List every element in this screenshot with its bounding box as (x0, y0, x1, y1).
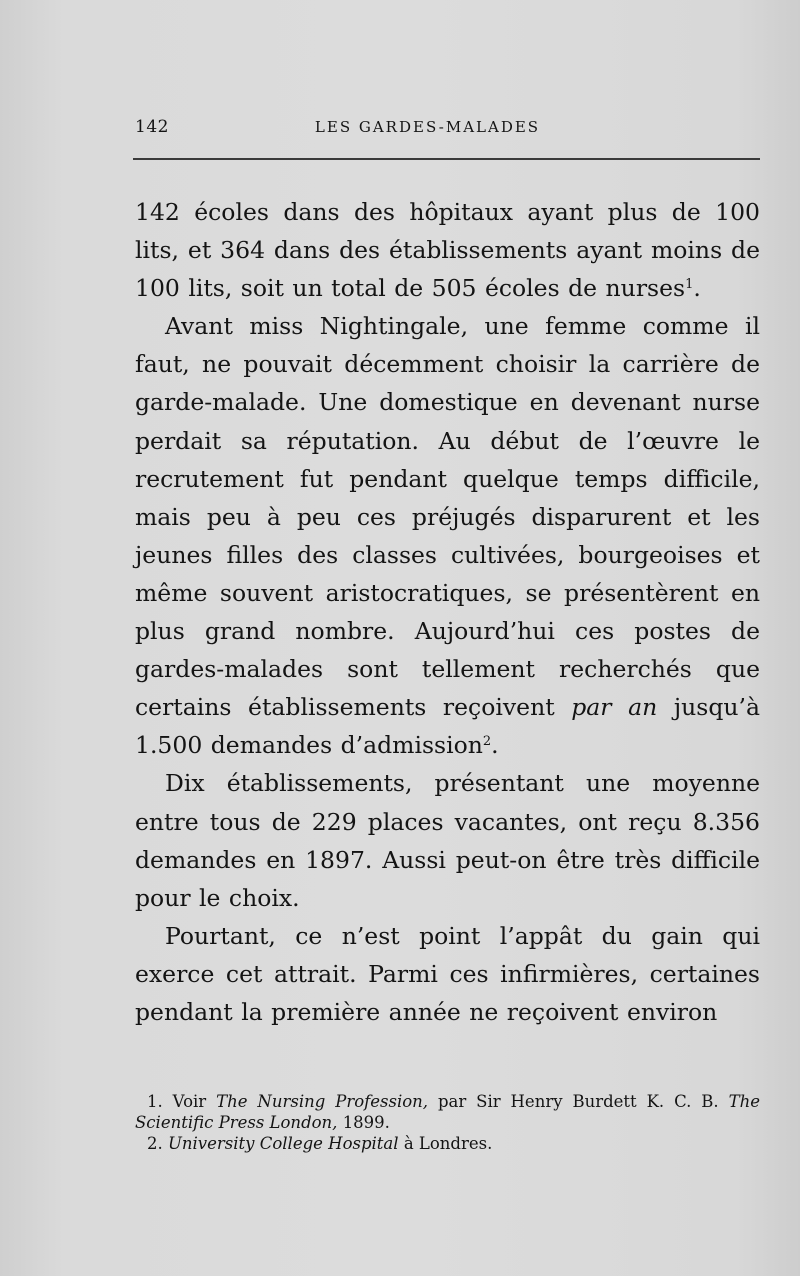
body-text (135, 193, 760, 1031)
paragraph-3-text: Dix établissements, présentant une moyenne entre tous de 229 places vacantes, ont reçu 8.356 demandes en 1897. Aussi peut-on être très difficile pour le choix. (135, 769, 760, 912)
page-header (135, 117, 760, 141)
paragraph-2-end: . (491, 731, 499, 760)
running-title: LES GARDES-MALADES (314, 118, 541, 136)
footnote-1 (135, 1091, 760, 1133)
footnote-1-number: 1. (147, 1092, 163, 1111)
footnote-1-year: 1899. (342, 1113, 390, 1132)
paragraph-3 (135, 764, 760, 916)
footnote-1-title: The Nursing Profession, (216, 1092, 429, 1111)
header-rule (133, 158, 760, 160)
page-number: 142 (135, 117, 169, 137)
footnote-1-lead: Voir (172, 1092, 207, 1111)
paragraph-4 (135, 917, 760, 1031)
paragraph-1 (135, 193, 760, 307)
footnote-2-number: 2. (147, 1134, 163, 1153)
footnote-2-rest: à Londres. (403, 1134, 493, 1153)
footnote-1-middle: par Sir Henry Burdett K. C. B. (437, 1092, 719, 1111)
footnote-2-institution: University College Hospital (168, 1134, 399, 1153)
paragraph-2 (135, 307, 760, 764)
paragraph-4-text: Pourtant, ce n’est point l’appât du gain qui exerce cet attrait. Parmi ces infirmières, certaines pendant la première année ne reçoivent environ (135, 921, 760, 1026)
paragraph-1-end: . (693, 274, 701, 303)
paragraph-2-text: Avant miss Nightingale, une femme comme il faut, ne pouvait décemment choisir la carrière de garde-malade. Une domestique en devenant nurse perdait sa réputation. Au début de l’œuvre le recrutement fut pendant quelque temps difficile, mais peu à peu ces préjugés disparurent et les jeunes filles des classes cultivées, bourgeoises et même souvent aristocratiques, se présentèrent en plus grand nombre. Aujourd’hui ces postes de gardes-malades sont tellement recherchés que certains établissements reçoivent (135, 312, 760, 722)
footnote-ref-1: 1 (685, 277, 694, 293)
paragraph-2-italic: par an (571, 693, 658, 722)
footnote-2 (135, 1133, 760, 1154)
footnote-ref-2: 2 (482, 734, 492, 750)
paragraph-1-text: 142 écoles dans des hôpitaux ayant plus de 100 lits, et 364 dans des établissements ayant moins de 100 lits, soit un total de 505 écoles de nurses (135, 198, 760, 303)
paragraph-2-text-after: jusqu’à 1.500 demandes d’admission (135, 693, 760, 760)
footnotes (135, 1091, 760, 1154)
footnote-1-publisher: The Scientific Press London, (135, 1092, 760, 1132)
